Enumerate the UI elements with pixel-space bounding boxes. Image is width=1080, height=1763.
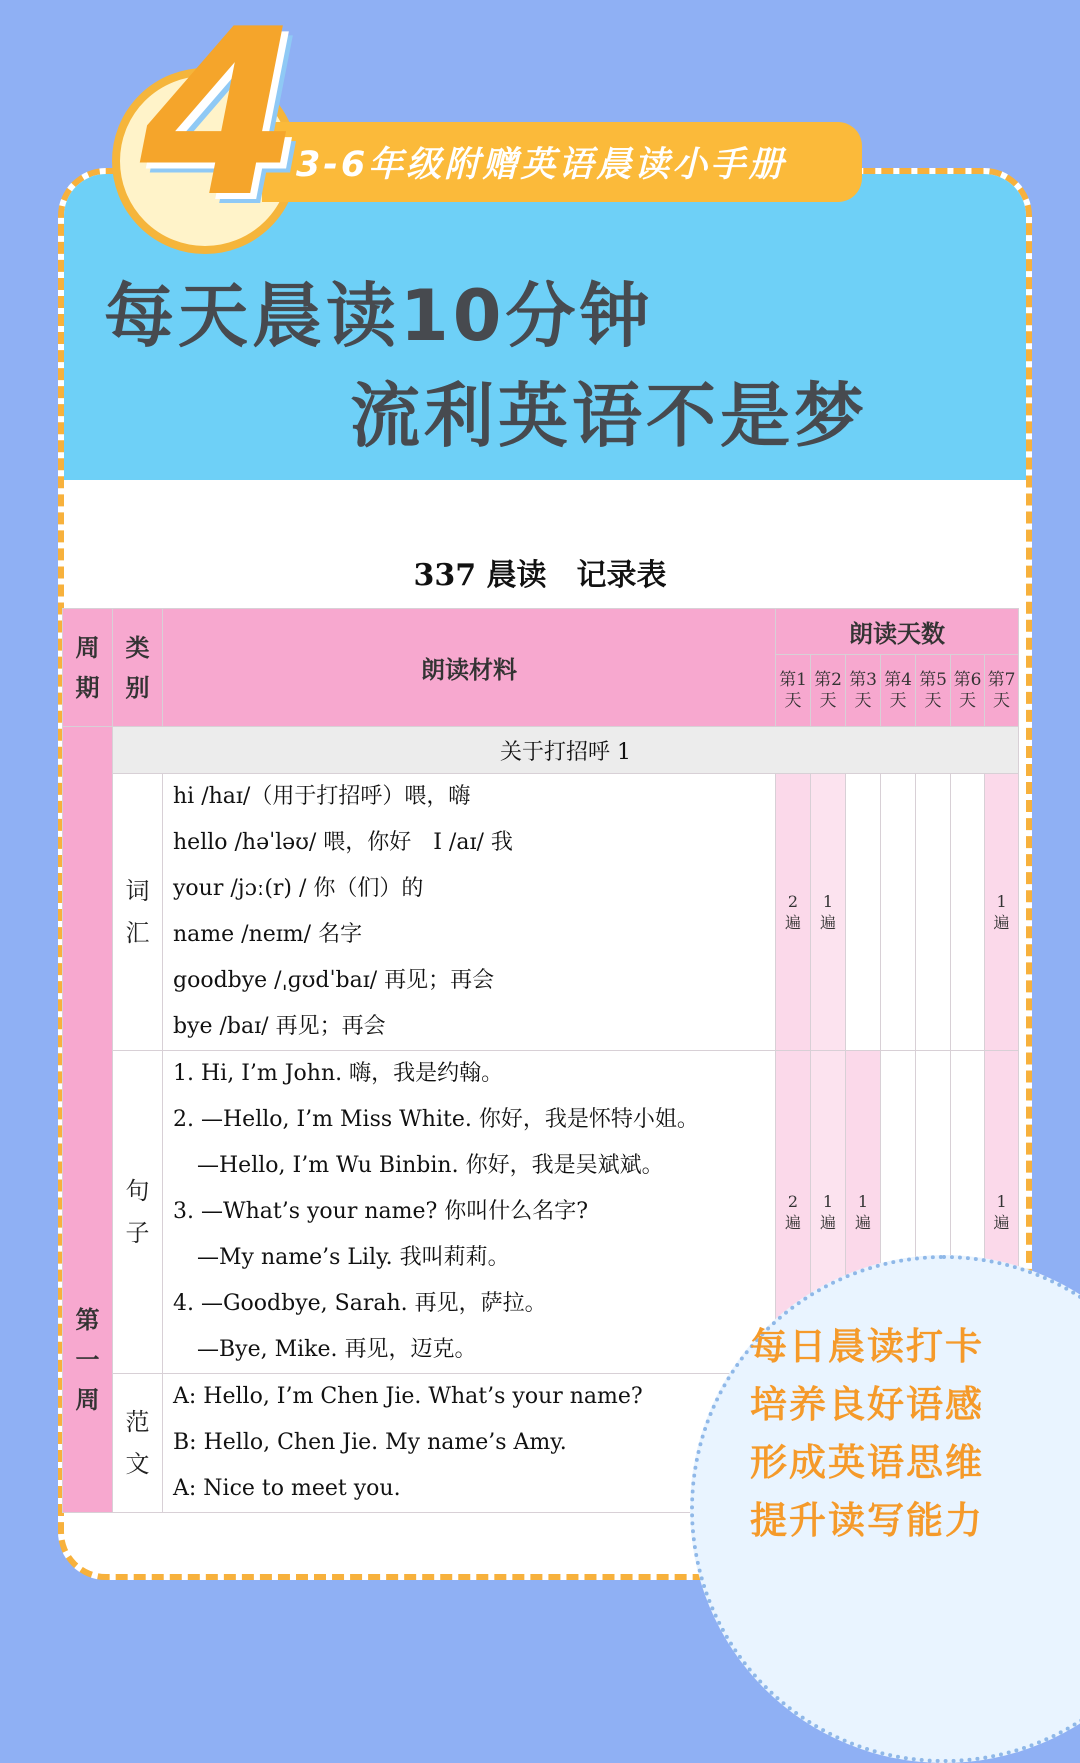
- day-count-cell: 1遍: [811, 774, 846, 1051]
- topic-row: 关于打招呼 1: [113, 727, 1019, 774]
- day-count-cell: [916, 774, 951, 1051]
- material-line: 1. Hi, I’m John. 嗨，我是约翰。: [173, 1061, 504, 1086]
- grade-ribbon: [262, 122, 862, 202]
- material-line: your /jɔː(r) / 你（们）的: [173, 876, 424, 901]
- day-count-cell: 1遍: [985, 1051, 1019, 1374]
- day-header-7: 第7天: [985, 655, 1019, 727]
- ribbon-text: 3-6年级附赠英语晨读小手册: [296, 145, 787, 185]
- category-cell: 词汇: [113, 774, 163, 1051]
- material-line: 4. —Goodbye, Sarah. 再见，萨拉。: [173, 1291, 547, 1316]
- category-cell: 范文: [113, 1374, 163, 1513]
- day-count-cell: 2遍: [776, 774, 811, 1051]
- day-count-cell: [846, 774, 881, 1051]
- category-cell: 句子: [113, 1051, 163, 1374]
- day-count-cell: 1遍: [846, 1051, 881, 1374]
- category-header: 类别: [113, 609, 163, 727]
- days-header: 朗读天数: [776, 609, 1019, 655]
- day-header-5: 第5天: [916, 655, 951, 727]
- week-header: 周期: [63, 609, 113, 727]
- material-cell: [163, 1051, 776, 1374]
- day-count-cell: 1遍: [985, 774, 1019, 1051]
- day-count-cell: 2遍: [776, 1051, 811, 1374]
- day-header-1: 第1天: [776, 655, 811, 727]
- slogan-2: 培养良好语感: [750, 1383, 984, 1426]
- material-line: —My name’s Lily. 我叫莉莉。: [197, 1245, 510, 1270]
- slogan-3: 形成英语思维: [750, 1441, 984, 1484]
- material-line: 3. —What’s your name? 你叫什么名字?: [173, 1199, 589, 1224]
- material-line: —Hello, I’m Wu Binbin. 你好，我是吴斌斌。: [197, 1153, 664, 1178]
- material-line: A: Nice to meet you.: [173, 1476, 401, 1501]
- badge-number: 4: [140, 0, 301, 248]
- material-cell: [163, 774, 776, 1051]
- material-line: A: Hello, I’m Chen Jie. What’s your name?: [173, 1384, 643, 1409]
- material-line: bye /baɪ/ 再见；再会: [173, 1014, 386, 1039]
- material-cell: [163, 1374, 776, 1513]
- material-line: hello /həˈləʊ/ 喂，你好 I /aɪ/ 我: [173, 830, 513, 855]
- day-count-cell: 1遍: [811, 1051, 846, 1374]
- headline-1: 每天晨读10分钟: [104, 275, 654, 357]
- day-header-6: 第6天: [951, 655, 985, 727]
- material-header: 朗读材料: [163, 609, 776, 727]
- material-line: —Bye, Mike. 再见，迈克。: [197, 1337, 477, 1362]
- slogan-1: 每日晨读打卡: [750, 1325, 984, 1368]
- slogan-4: 提升读写能力: [750, 1499, 984, 1542]
- day-count-cell: [881, 774, 916, 1051]
- material-line: 2. —Hello, I’m Miss White. 你好，我是怀特小姐。: [173, 1107, 699, 1132]
- material-line: B: Hello, Chen Jie. My name’s Amy.: [173, 1430, 567, 1455]
- week-label: 第一周: [63, 727, 113, 1513]
- table-title: 337 晨读 记录表: [413, 558, 667, 593]
- material-line: name /neɪm/ 名字: [173, 922, 363, 947]
- day-header-2: 第2天: [811, 655, 846, 727]
- day-header-3: 第3天: [846, 655, 881, 727]
- day-count-cell: [951, 774, 985, 1051]
- day-header-4: 第4天: [881, 655, 916, 727]
- material-line: hi /haɪ/（用于打招呼）喂，嗨: [173, 784, 471, 809]
- material-line: goodbye /ˌɡʊdˈbaɪ/ 再见；再会: [173, 968, 495, 993]
- headline-2: 流利英语不是梦: [350, 375, 868, 457]
